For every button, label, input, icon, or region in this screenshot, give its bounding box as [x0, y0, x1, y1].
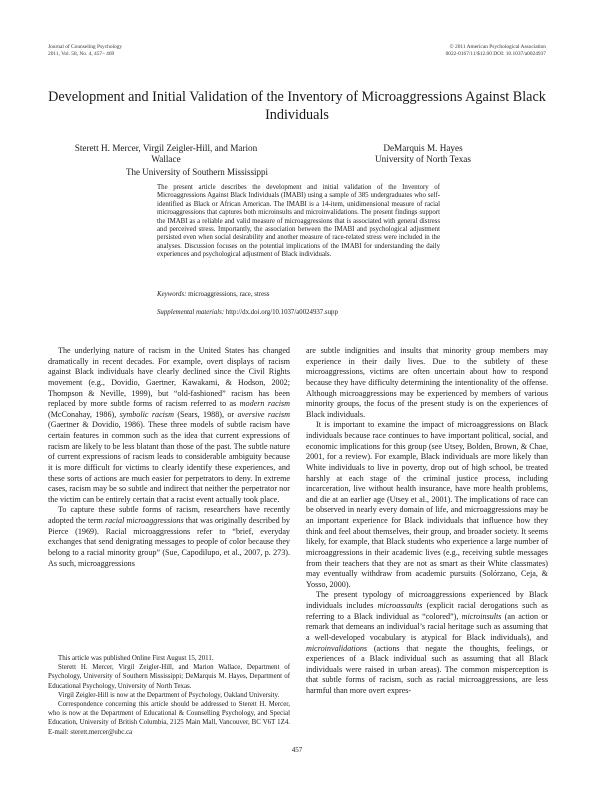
term-microinvalidations: microinvalidations	[306, 643, 368, 653]
copyright-line: © 2011 American Psychological Association	[449, 44, 546, 50]
affiliation-right: University of North Texas	[375, 154, 471, 164]
term-microassaults: microassaults	[377, 601, 423, 610]
authors-right	[362, 143, 484, 165]
note-published: This article was published Online First August 15, 2011.	[58, 655, 214, 662]
body-column-right	[306, 346, 548, 697]
author-notes	[48, 654, 290, 737]
affiliation-left: The University of Southern Mississippi	[126, 167, 268, 177]
term-racial-microaggressions: racial microaggressions	[104, 516, 184, 525]
keywords-text: microaggressions, race, stress	[188, 291, 270, 298]
note-current-address: Virgil Zeigler-Hill is now at the Department of Psychology, Oakland University.	[58, 691, 280, 699]
abstract: The present article describes the development and initial validation of the Inventory of Microaggressions Against Black Individuals (IMABI) using a sample of 385 undergraduates who self-identified as Black or African American. The IMABI is a 14-item, unidimensional measure of racial microaggressions that captures both microinsults and microinvalidations. The present findings support the IMABI as a reliable and valid measure of microaggressions that is associated with general distress and perceived stress. Importantly, the association between the IMABI and psychological adjustment persisted even when social desirability and another measure of race-related stress were included in the analyses. Discussion focuses on the potential implications of the IMABI for understanding the daily experiences and psychological adjustment of Black individuals.	[157, 184, 440, 259]
body-column-left	[48, 346, 290, 569]
authors-left: Sterett H. Mercer, Virgil Zeigler-Hill, and Marion Wallace	[74, 143, 258, 164]
keywords-line	[157, 291, 447, 299]
note-affiliations: Sterett H. Mercer, Virgil Zeigler-Hill, and Marion Wallace, Department of Psychology, University of Southern Mississippi; DeMarquis M. Hayes, Department of Educational Psychology, University of North Texas.	[48, 664, 290, 690]
term-modern-racism: modern racism	[239, 399, 290, 409]
note-correspondence: Correspondence concerning this article should be addressed to Sterett H. Mercer, who is now at the Department of Educational & Counselling Psychology, and Special Education, University of British Columbia, 2125 Main Mall, Vancouver, BC V6T 1Z4. E-mail: sterett.mercer@ubc.ca	[48, 701, 290, 736]
term-symbolic-racism: symbolic racism	[119, 409, 174, 419]
paragraph: are subtle indignities and insults that minority group members may experience in their daily lives. Due to the subtlety of these microaggressions, victims are often uncertain about how to respond because they have difficulty determining the intentionality of the offense. Although microaggressions may be experienced by members of various minority groups, the focus of the present study is on the experiences of Black individuals.	[306, 346, 548, 419]
supplemental-url[interactable]: http://dx.doi.org/10.1037/a0024937.supp	[225, 309, 338, 316]
doi-line: 0022-0167/11/$12.00 DOI: 10.1037/a0024937	[445, 51, 546, 57]
running-header-left	[48, 44, 122, 58]
keywords-label: Keywords:	[157, 291, 187, 298]
journal-volume: 2011, Vol. 58, No. 4, 457– 469	[48, 51, 115, 57]
term-aversive-racism: aversive racism	[237, 409, 291, 419]
article-title: Development and Initial Validation of the Inventory of Microaggressions Against Black Individuals	[48, 89, 546, 123]
supplemental-line	[157, 309, 457, 317]
paragraph: The underlying nature of racism in the United States has changed dramatically in recent decades. For example, overt displays of racism against Black individuals have clearly declined since the Civil Rights movement (e.g., Dovidio, Gaertner, Kawakami, & Hodson, 2002; Thompson & Neville, 1999), but “old-fashioned” racism has been replaced by more subtle forms of racism referred to as modern racism (McConahay, 1986), symbolic racism (Sears, 1988), or aversive racism (Gaertner & Dovidio, 1986). These three models of subtle racism have certain features in common such as the idea that current expressions of racism are likely to be less blatant than those of the past. The subtle nature of current expressions of racism leads to considerable ambiguity because it is more difficult for victims to clearly identify these experiences, and these sorts of actions are much easier for perpetrators to deny. In extreme cases, racism may be so subtle and indirect that neither the perpetrator nor the victim can be entirely certain that a racist event actually took place.	[48, 346, 291, 504]
term-microinsults: microinsults	[461, 611, 502, 621]
author-hayes: DeMarquis M. Hayes	[383, 143, 463, 153]
paragraph: To capture these subtle forms of racism, researchers have recently adopted the term racial microaggressions that was originally described by Pierce (1969). Racial microaggressions refer to “brief, everyday exchanges that send denigrating messages to people of color because they belong to a racial minority group” (Sue, Capodilupo, et al., 2007, p. 273). As such, microaggressions	[48, 505, 290, 568]
running-header-right	[446, 44, 546, 58]
page-number: 457	[291, 746, 303, 754]
journal-name: Journal of Counseling Psychology	[48, 44, 123, 50]
supplemental-label: Supplemental materials:	[157, 309, 225, 316]
paragraph: It is important to examine the impact of microaggressions on Black individuals because race continues to have important political, social, and economic implications for this group (see Utsey, Bolden, Brown, & Chae, 2001, for a review). For example, Black individuals are more likely than White individuals to live in poverty, drop out of high school, be treated harshly at each stage of the criminal justice process, including incarceration, live without health insurance, have more health problems, and die at an earlier age (Utsey et al., 2001). The implications of race can be observed in nearly every domain of life, and microaggressions may be an important experience for Black individuals that influence how they think and feel about themselves, their group, and broader society. It seems likely, for example, that Black students who experience a large number of microaggressions in their academic lives (e.g., receiving subtle messages from their teachers that they are not as smart as their White classmates) may eventually withdraw from academic pursuits (Solórzano, Ceja, & Yosso, 2000).	[306, 420, 548, 589]
paragraph: The present typology of microaggressions experienced by Black individuals includes microassaults (explicit racial derogations such as referring to a Black individual as “colored”), microinsults (an action or remark that demeans an individual’s racial heritage such as assuming that a well-developed vocabulary is atypical for Black individuals), and microinvalidations (actions that negate the thoughts, feelings, or experiences of a Black individual such as assuming that all Black individuals were raised in urban areas). The common misperception is that subtle forms of racism, such as racial microaggressions, are less harmful than more overt expres-	[306, 590, 549, 695]
